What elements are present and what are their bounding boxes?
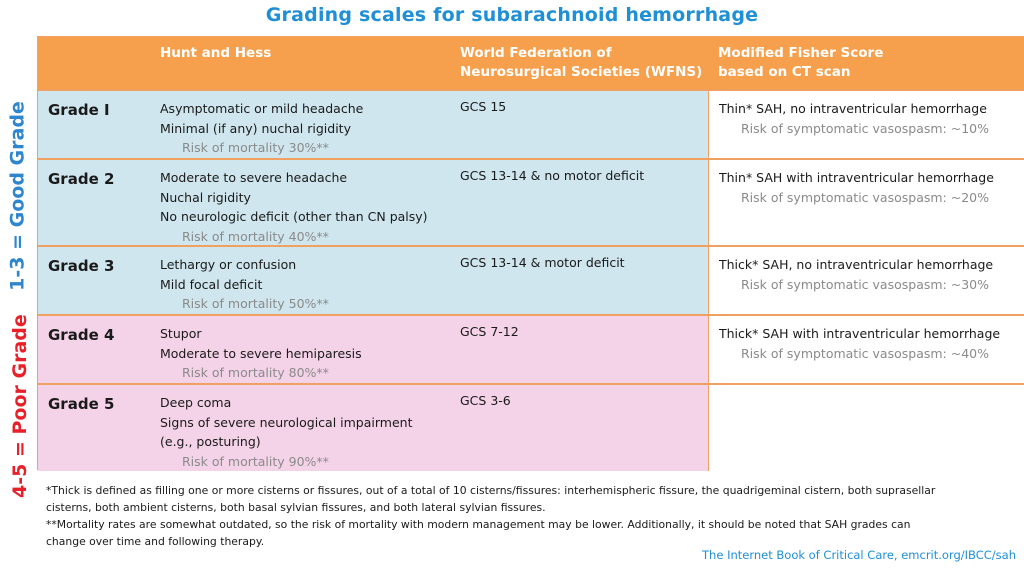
hunt-hess-cell xyxy=(160,255,329,314)
wfns-cell: GCS 7-12 xyxy=(460,324,519,339)
hh-line: Asymptomatic or mild headache xyxy=(160,101,364,116)
table-row xyxy=(38,158,1023,245)
wfns-cell: GCS 13-14 & motor deficit xyxy=(460,255,625,270)
hunt-hess-cell xyxy=(160,99,363,158)
poor-grade-label: 4-5 = Poor Grade xyxy=(9,314,31,498)
grade-label: Grade 3 xyxy=(48,257,115,275)
grading-table xyxy=(37,36,1024,470)
good-grade-label: 1-3 = Good Grade xyxy=(6,101,29,291)
hunt-hess-cell xyxy=(160,324,362,383)
table-row xyxy=(38,314,1023,383)
hh-line: Moderate to severe hemiparesis xyxy=(160,345,362,361)
fisher-cell xyxy=(708,160,1024,245)
vasospasm-text: Risk of symptomatic vasospasm: ~40% xyxy=(741,345,989,361)
grade-label: Grade I xyxy=(48,101,110,119)
grade-label: Grade 4 xyxy=(48,326,115,344)
fisher-desc: Thick* SAH with intraventricular hemorrhage xyxy=(719,326,1001,341)
footnote-thick-line2: cisterns, both ambient cisterns, both basal sylvian fissures, and both lateral sylvian fissures. xyxy=(46,501,546,514)
fisher-text xyxy=(719,324,1000,363)
fisher-cell xyxy=(708,91,1024,158)
hh-line: (e.g., posturing) xyxy=(160,434,261,449)
hh-line: Lethargy or confusion xyxy=(160,257,297,272)
footnote-mortality-line2: change over time and following therapy. xyxy=(46,535,265,548)
vasospasm-text: Risk of symptomatic vasospasm: ~30% xyxy=(741,276,989,292)
fisher-cell-empty xyxy=(708,385,1024,471)
vasospasm-text: Risk of symptomatic vasospasm: ~20% xyxy=(741,189,989,205)
header-hunt-hess: Hunt and Hess xyxy=(160,45,272,61)
mortality-text: Risk of mortality 40%** xyxy=(182,228,329,244)
header-fisher-line2: based on CT scan xyxy=(718,64,851,80)
mortality-text: Risk of mortality 50%** xyxy=(182,296,329,311)
fisher-text xyxy=(719,255,993,294)
hh-line: Nuchal rigidity xyxy=(160,189,251,205)
hunt-hess-cell xyxy=(160,393,412,471)
vasospasm-text: Risk of symptomatic vasospasm: ~10% xyxy=(741,120,989,136)
fisher-cell xyxy=(708,316,1024,383)
footnotes xyxy=(46,482,1016,550)
table-row xyxy=(38,383,1023,471)
fisher-cell xyxy=(708,247,1024,314)
fisher-desc: Thin* SAH with intraventricular hemorrhage xyxy=(719,170,994,185)
hh-line: Signs of severe neurological impairment xyxy=(160,414,413,430)
header-fisher xyxy=(718,44,883,82)
table-row xyxy=(38,89,1023,158)
fisher-text xyxy=(719,168,994,207)
source-credit: The Internet Book of Critical Care, emcrit.org/IBCC/sah xyxy=(702,548,1016,562)
fisher-desc: Thick* SAH, no intraventricular hemorrhage xyxy=(719,257,994,272)
wfns-cell: GCS 13-14 & no motor deficit xyxy=(460,168,645,183)
hh-line: Mild focal deficit xyxy=(160,276,263,292)
hh-line: Stupor xyxy=(160,326,202,341)
hh-line: Moderate to severe headache xyxy=(160,170,348,185)
header-fisher-line1: Modified Fisher Score xyxy=(718,45,884,61)
wfns-cell: GCS 15 xyxy=(460,99,507,114)
header-wfns xyxy=(460,44,702,82)
hh-line: Minimal (if any) nuchal rigidity xyxy=(160,120,351,136)
fisher-desc: Thin* SAH, no intraventricular hemorrhage xyxy=(719,101,987,116)
page-title: Grading scales for subarachnoid hemorrhage xyxy=(265,4,759,26)
footnote-thick-line1: *Thick is defined as filling one or more cisterns or fissures, out of a total of 10 cisterns/fissures: interhemispheric fissure, the quadrigeminal cistern, both suprasellar xyxy=(46,484,936,497)
grade-label: Grade 5 xyxy=(48,395,115,413)
mortality-text: Risk of mortality 80%** xyxy=(182,365,329,380)
mortality-text: Risk of mortality 90%** xyxy=(182,453,329,469)
header-wfns-line1: World Federation of xyxy=(460,45,612,61)
table-header xyxy=(38,37,1024,91)
fisher-text xyxy=(719,99,989,138)
grade-label: Grade 2 xyxy=(48,170,115,188)
hh-line: No neurologic deficit (other than CN palsy) xyxy=(160,209,428,224)
table-row xyxy=(38,245,1023,314)
footnote-mortality-line1: **Mortality rates are somewhat outdated, so the risk of mortality with modern management may be lower. Additionally, it should be noted that SAH grades can xyxy=(46,518,911,531)
hunt-hess-cell xyxy=(160,168,428,246)
header-wfns-line2: Neurosurgical Societies (WFNS) xyxy=(460,64,703,80)
wfns-cell: GCS 3-6 xyxy=(460,393,511,408)
mortality-text: Risk of mortality 30%** xyxy=(182,140,329,155)
hh-line: Deep coma xyxy=(160,395,232,410)
